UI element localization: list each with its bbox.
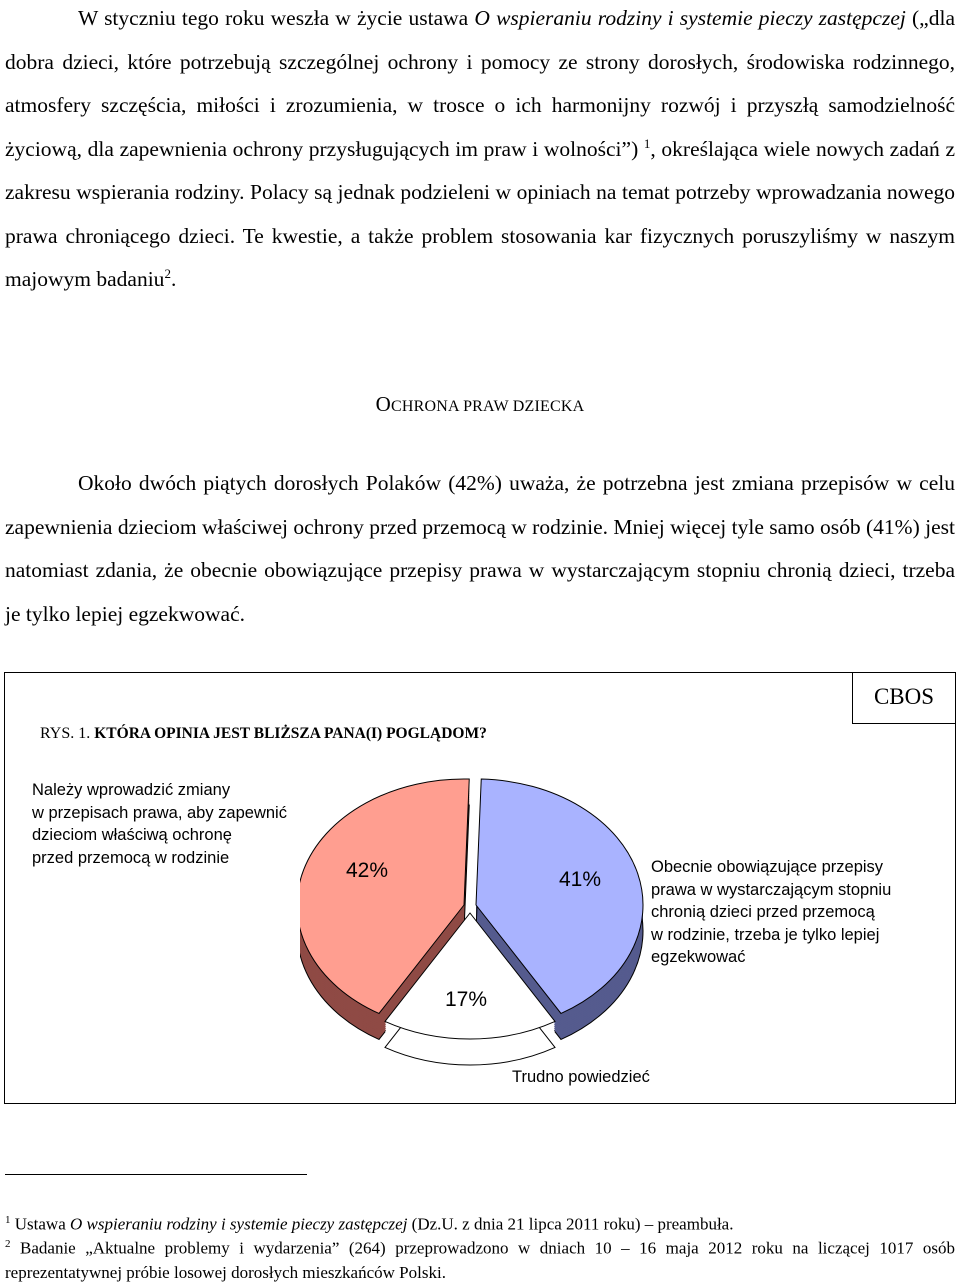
law-title: O wspieraniu rodziny i systemie pieczy zastępczej [474, 6, 906, 30]
section-heading [0, 392, 960, 417]
footnote-2 [5, 1232, 955, 1285]
slice-label-hard-to-say: Trudno powiedzieć [512, 1068, 650, 1086]
footnote-1-italic: O wspieraniu rodziny i systemie pieczy zastępczej [69, 1214, 408, 1234]
slice-label-enforce-law: Obecnie obowiązujące przepisy prawa w wystarczającym stopniu chronią dzieci przed przemocą w rodzinie, trzeba je tylko lepiej egzekwować [651, 858, 892, 966]
figure-label: RYS. 1. [40, 725, 95, 742]
section-paragraph: Około dwóch piątych dorosłych Polaków (42%) uważa, że potrzebna jest zmiana przepisów w celu zapewnienia dzieciom właściwej ochrony przed przemocą w rodzinie. Mniej więcej tyle samo osób (41%) jest natomiast zdania, że obecnie obowiązujące przepisy prawa w wystarczającym stopniu chronią dzieci, trzeba je tylko lepiej egzekwować. [5, 471, 955, 626]
intro-text-b: („dla dobra dzieci, które potrzebują szczególnej ochrony i pomocy ze strony dorosłych, środowiska rodzinnego, atmosfery szczęścia, miłości i zrozumienia, w trosce o ich harmonijny rozwój i przyszłą samodzielność życiową, dla zapewnienia ochrony przysługujących im praw i wolności”) [5, 6, 955, 161]
footnote-2-number: 2 [5, 1238, 11, 1250]
intro-paragraph [5, 0, 955, 302]
footnote-1-number: 1 [5, 1214, 11, 1226]
footnote-1-text-a: Ustawa [14, 1214, 70, 1234]
footnote-separator [5, 1174, 307, 1175]
pie-chart [300, 775, 650, 1075]
figure-title [40, 725, 487, 743]
value-label-42: 42% [346, 859, 389, 882]
section-heading-rest: CHRONA PRAW DZIECKA [391, 398, 585, 415]
value-label-17: 17% [445, 988, 488, 1011]
slice-label-change-law: Należy wprowadzić zmiany w przepisach prawa, aby zapewnić dzieciom właściwą ochronę przed przemocą w rodzinie [32, 781, 287, 867]
value-label-41: 41% [559, 868, 602, 891]
footnote-2-text: Badanie „Aktualne problemy i wydarzenia” (264) przeprowadzono w dniach 10 – 16 maja 2012 roku na liczącej 1017 osób reprezentatywnej próbie losowej dorosłych mieszkańców Polski. [5, 1238, 955, 1282]
intro-text-c: , określająca wiele nowych zadań z zakresu wspierania rodziny. Polacy są jednak podzieleni w opiniach na temat potrzeby wprowadzania nowego prawa chroniącego dzieci. Te kwestie, a także problem stosowania kar fizycznych poruszyliśmy w naszym majowym badaniu [5, 136, 955, 291]
section-heading-cap: O [375, 392, 391, 416]
intro-text-a: W styczniu tego roku weszła w życie ustawa [78, 6, 475, 30]
figure-question: KTÓRA OPINIA JEST BLIŻSZA PANA(I) POGLĄDOM? [94, 725, 487, 742]
footnote-1-text-b: (Dz.U. z dnia 21 lipca 2011 roku) – preambuła. [407, 1214, 734, 1234]
source-badge: CBOS [852, 672, 956, 724]
footnote-ref-1[interactable]: 1 [643, 135, 651, 151]
footnote-ref-2[interactable]: 2 [164, 265, 171, 281]
intro-text-end: . [170, 267, 177, 291]
